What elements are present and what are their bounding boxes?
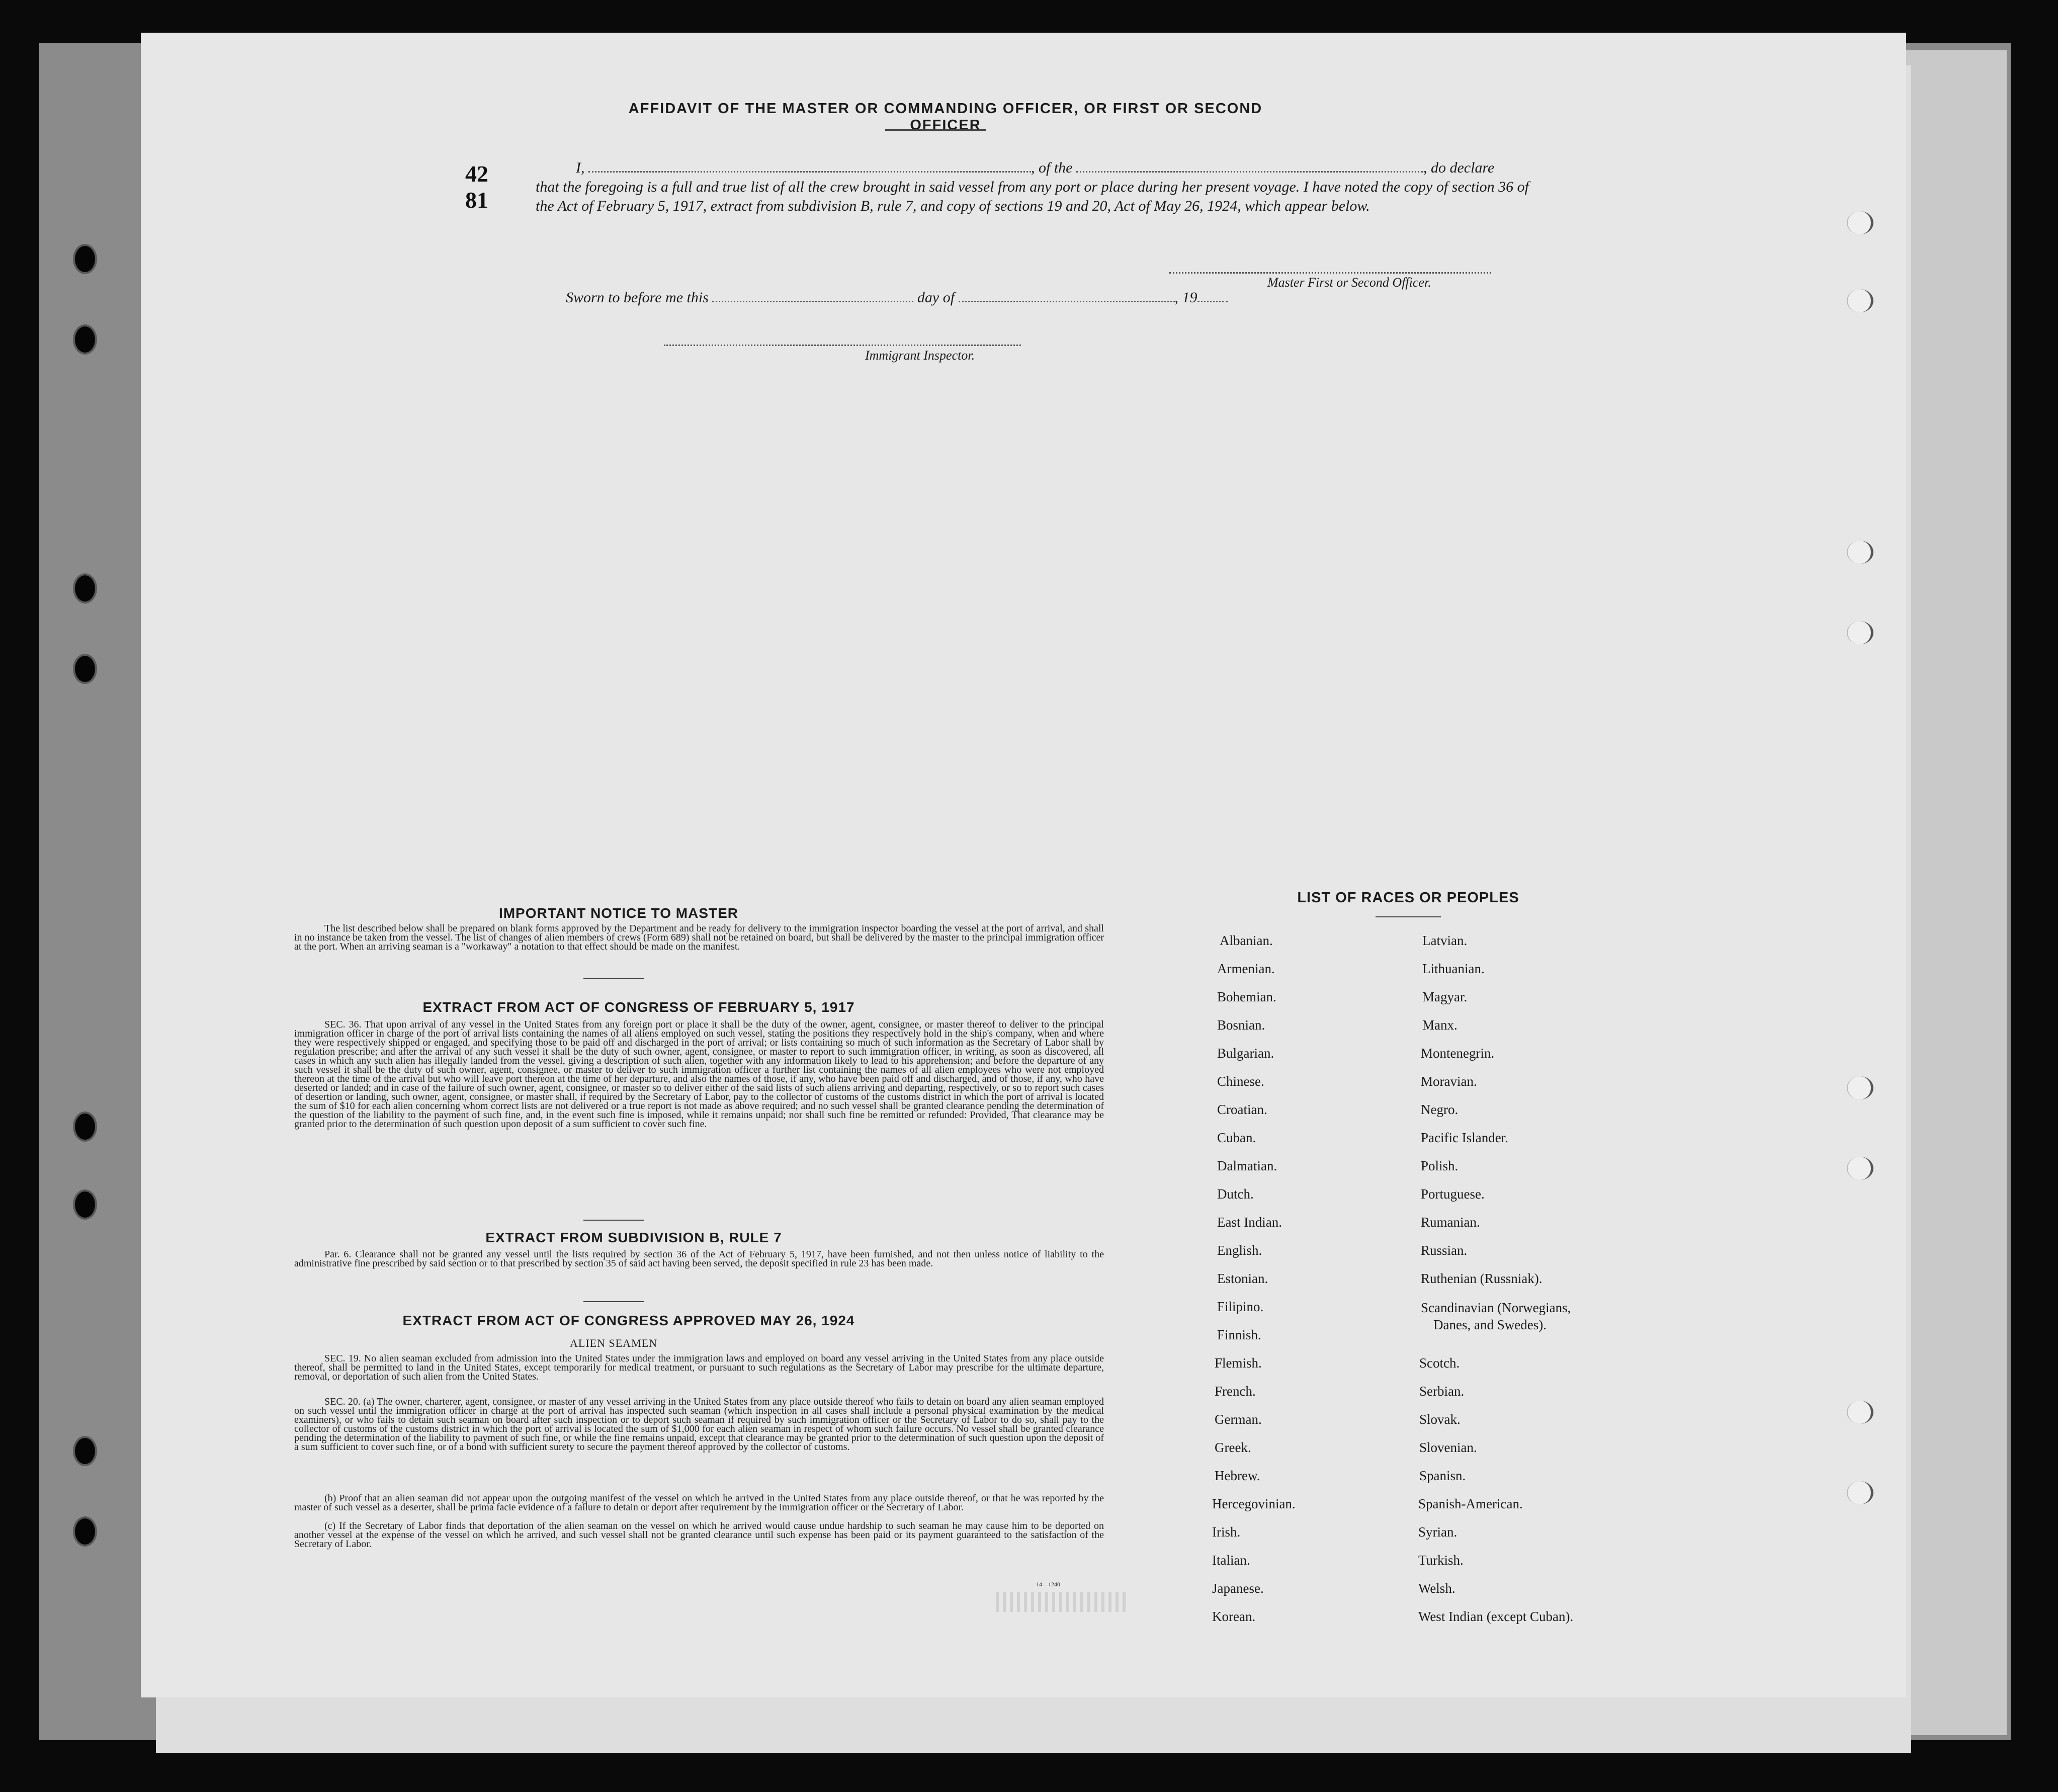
declaration-line bbox=[536, 158, 1652, 178]
affidavit-title: AFFIDAVIT OF THE MASTER OR COMMANDING OFFICER, OR FIRST OR SECOND OFFICER bbox=[628, 101, 1263, 133]
race-item: Bosnian. bbox=[1217, 1017, 1265, 1033]
title-divider bbox=[885, 129, 986, 131]
notice-title: IMPORTANT NOTICE TO MASTER bbox=[498, 905, 739, 921]
punch-hole bbox=[1847, 541, 1873, 564]
race-item: Syrian. bbox=[1418, 1524, 1457, 1540]
master-signature-label: Master First or Second Officer. bbox=[1267, 275, 1431, 290]
race-item: Dalmatian. bbox=[1217, 1158, 1277, 1173]
name-field[interactable] bbox=[588, 171, 1031, 173]
race-item: Serbian. bbox=[1419, 1384, 1465, 1399]
race-item: French. bbox=[1215, 1384, 1256, 1399]
race-item: Danes, and Swedes). bbox=[1433, 1317, 1547, 1332]
race-item: Ruthenian (Russniak). bbox=[1421, 1271, 1542, 1286]
punch-hole bbox=[1847, 1076, 1873, 1099]
race-item: Negro. bbox=[1421, 1102, 1459, 1117]
races-title: LIST OF RACES OR PEOPLES bbox=[1297, 890, 1519, 906]
race-item: Cuban. bbox=[1217, 1130, 1256, 1145]
sworn-day-field[interactable] bbox=[712, 301, 913, 302]
race-item: Spanisn. bbox=[1419, 1468, 1466, 1483]
race-item: Bohemian. bbox=[1217, 989, 1276, 1004]
race-item: Japanese. bbox=[1212, 1581, 1264, 1596]
race-item: Bulgarian. bbox=[1217, 1046, 1274, 1061]
alien-seamen-subtitle: ALIEN SEAMEN bbox=[570, 1337, 657, 1349]
declaration-text: that the foregoing is a full and true list of all the crew brought in said vessel from any port or place during her present voyage. I have noted the copy of section 36 of the Act of February 5, 1917, extract from subdivision B, rule 7, and copy of sections 19 and 20, Act of May 26, 1924, which appear below. bbox=[536, 179, 1529, 214]
year-prefix: , 19 bbox=[1174, 289, 1197, 306]
race-item: Irish. bbox=[1212, 1524, 1241, 1540]
race-item: Armenian. bbox=[1217, 961, 1275, 976]
race-item: Montenegrin. bbox=[1421, 1046, 1495, 1061]
race-item: German. bbox=[1215, 1412, 1262, 1427]
race-item: Slovak. bbox=[1419, 1412, 1461, 1427]
master-signature-line[interactable] bbox=[1169, 272, 1491, 274]
do-declare-label: , do declare bbox=[1423, 159, 1495, 176]
punch-hole bbox=[1847, 211, 1873, 234]
race-item: Korean. bbox=[1212, 1609, 1256, 1624]
binder-hole bbox=[73, 1112, 97, 1142]
binder-hole bbox=[73, 654, 97, 684]
race-item: Dutch. bbox=[1217, 1186, 1254, 1202]
race-item: Scotch. bbox=[1419, 1355, 1460, 1371]
manifest-page bbox=[141, 33, 1906, 1697]
sec20a-text: SEC. 20. (a) The owner, charterer, agent, consignee, or master of any vessel arriving in the United States from any place outside thereof who fails to detain on board any alien seaman employed on such vessel until the immigration officer in charge at the port of arrival has inspected such seaman (which inspection in all cases shall include a personal physical examination by the medical examiners), or who fails to detain such seaman on board after such inspection or to deport such seaman if required by such immigration officer or the Secretary of Labor to do so, shall pay to the collector of customs of the customs district in which the port of arrival is located the sum of $1,000 for each alien seaman in respect of whom such failure occurs. No vessel shall be granted clearance pending the determination of the liability to payment of such fine, or while the fine remains unpaid, except that clearance may be granted prior to the determination of such question upon the deposit of a sum sufficient to cover such fine, or of a bond with sufficient surety to secure the payment thereof approved by the collector of customs. bbox=[294, 1396, 1104, 1453]
sworn-prefix: Sworn to before me this bbox=[566, 289, 709, 306]
extract-1924-title: EXTRACT FROM ACT OF CONGRESS APPROVED MAY 26, 1924 bbox=[402, 1313, 855, 1328]
race-item: English. bbox=[1217, 1243, 1262, 1258]
punch-hole bbox=[1847, 1481, 1873, 1504]
race-item: Spanish-American. bbox=[1418, 1496, 1523, 1511]
race-item: Filipino. bbox=[1217, 1299, 1264, 1314]
extract-1917-title: EXTRACT FROM ACT OF CONGRESS OF FEBRUARY 5, 1917 bbox=[422, 999, 855, 1015]
notice-divider bbox=[583, 978, 644, 979]
punch-hole bbox=[1847, 1157, 1873, 1180]
rule7-title: EXTRACT FROM SUBDIVISION B, RULE 7 bbox=[485, 1230, 782, 1245]
extract-1917-text: SEC. 36. That upon arrival of any vessel in the United States from any foreign port or place it shall be the duty of the owner, agent, consignee, or master thereof to deliver to the principal immigration officer in charge of the port of arrival lists containing the names of all aliens employed on such vessel, stating the positions they respectively hold in the ship's company, when and where they were respectively shipped or engaged, and specifying those to be paid off and discharged in the port of arrival; or lists containing so much of such information as the Secretary of Labor shall by regulation prescribe; and after the arrival of any such vessel it shall be the duty of such owner, agent, consignee, or master to report to such immigration officer, in writing, as soon as discovered, all cases in which any such alien has illegally landed from the vessel, giving a description of such alien, together with any information likely to lead to his apprehension; and before the departure of any such vessel it shall be the duty of such owner, agent, consignee, or master to deliver to such immigration officer a further list containing the names of all alien employees who were not employed thereon at the time of the arrival but who will leave port thereon at the time of her departure, and also the names of those, if any, who have been paid off and discharged, and of those, if any, who have deserted or landed; and in case of the failure of such owner, agent, consignee, or master so to deliver either of the said lists of such aliens arriving and departing, respectively, or so to report such cases of desertion or landing, such owner, agent, consignee, or master shall, if required by the Secretary of Labor, pay to the collector of customs of the customs district in which the port of arrival is located the sum of $10 for each alien concerning whom correct lists are not delivered or a true report is not made as above required; and no such vessel shall be granted clearance pending the determination of the question of the liability to the payment of such fine, and, in the event such fine is imposed, while it remains unpaid; nor shall such fine be remitted or refunded: Provided, That clearance may be granted prior to the determination of such question upon deposit of a sum sufficient to cover such fine. bbox=[294, 1019, 1104, 1130]
binder-hole bbox=[73, 573, 97, 604]
punch-hole bbox=[1847, 1401, 1873, 1424]
race-item: Lithuanian. bbox=[1422, 961, 1485, 976]
day-of-label: day of bbox=[917, 289, 955, 306]
form-number: 14—1240 bbox=[1036, 1581, 1060, 1588]
sworn-month-field[interactable] bbox=[959, 301, 1175, 302]
race-item: Finnish. bbox=[1217, 1327, 1261, 1342]
punch-hole bbox=[1847, 289, 1873, 312]
race-item: Moravian. bbox=[1421, 1074, 1477, 1089]
race-item: Scandinavian (Norwegians, bbox=[1421, 1300, 1571, 1315]
races-divider bbox=[1376, 916, 1441, 917]
punch-hole bbox=[1847, 621, 1873, 644]
race-item: Hebrew. bbox=[1215, 1468, 1260, 1483]
affidavit-statement bbox=[536, 158, 1652, 216]
race-item: Greek. bbox=[1215, 1440, 1251, 1455]
race-item: Slovenian. bbox=[1419, 1440, 1477, 1455]
ink-smudge bbox=[996, 1592, 1127, 1612]
race-item: Polish. bbox=[1421, 1158, 1459, 1173]
race-item: Chinese. bbox=[1217, 1074, 1264, 1089]
inspector-signature-line[interactable] bbox=[664, 345, 1021, 346]
race-item: Hercegovinian. bbox=[1212, 1496, 1296, 1511]
race-item: Latvian. bbox=[1422, 933, 1468, 948]
race-item: Albanian. bbox=[1220, 933, 1273, 948]
notice-text: The list described below shall be prepared on blank forms approved by the Department and be ready for delivery to the immigration inspector boarding the vessel at the port of arrival, and shall in no instance be taken from the vessel. The list of changes of alien members of crews (Form 689) shall not be retained on board, but shall be delivered by the master to the principal immigration officer at the port. When an arriving seaman is a "workaway" a notation to that effect should be made on the manifest. bbox=[294, 923, 1104, 952]
race-item: Estonian. bbox=[1217, 1271, 1268, 1286]
race-item: Portuguese. bbox=[1421, 1186, 1485, 1202]
binder-hole bbox=[73, 324, 97, 355]
vessel-field[interactable] bbox=[1076, 171, 1423, 173]
race-item: West Indian (except Cuban). bbox=[1418, 1609, 1574, 1624]
binder-hole bbox=[73, 1436, 97, 1466]
of-the-label: , of the bbox=[1031, 159, 1073, 176]
race-item: Manx. bbox=[1422, 1017, 1457, 1033]
rule7-divider bbox=[583, 1301, 644, 1302]
race-item: Italian. bbox=[1212, 1553, 1250, 1568]
binder-hole bbox=[73, 244, 97, 274]
race-item: Magyar. bbox=[1422, 989, 1468, 1004]
race-item: Russian. bbox=[1421, 1243, 1468, 1258]
sec20b-text: (b) Proof that an alien seaman did not appear upon the outgoing manifest of the vessel on which he arrived in the United States from any place outside thereof, or that he was reported by the master of such vessel as a deserter, shall be prima facie evidence of a failure to detain or deport after requirement by the immigration officer or the Secretary of Labor. bbox=[294, 1493, 1104, 1513]
binder-hole bbox=[73, 1189, 97, 1220]
race-item: Croatian. bbox=[1217, 1102, 1267, 1117]
race-item: Welsh. bbox=[1418, 1581, 1455, 1596]
sworn-year-field[interactable] bbox=[1197, 301, 1228, 302]
rule7-text: Par. 6. Clearance shall not be granted any vessel until the lists required by section 36 of the Act of February 5, 1917, have been furnished, and not then unless notice of liability to the administrative fine prescribed by said section or to that prescribed by section 35 of said act having been served, the deposit specified in rule 23 has been made. bbox=[294, 1249, 1104, 1269]
sworn-line bbox=[566, 289, 1228, 306]
race-item: East Indian. bbox=[1217, 1215, 1282, 1230]
race-item: Rumanian. bbox=[1421, 1215, 1480, 1230]
race-item: Flemish. bbox=[1215, 1355, 1262, 1371]
binder-hole bbox=[73, 1516, 97, 1547]
margin-note: 42 81 bbox=[465, 161, 488, 213]
extract-1917-divider bbox=[583, 1220, 644, 1221]
intro-i: I, bbox=[576, 159, 585, 176]
sec20c-text: (c) If the Secretary of Labor finds that deportation of the alien seaman on the vessel on which he arrived would cause undue hardship to such seaman he may cause him to be deported on another vessel at the expense of the vessel on which he arrived, and such vessel shall not be granted clearance until such expense has been paid or its payment guaranteed to the satisfaction of the Secretary of Labor. bbox=[294, 1520, 1104, 1550]
sec19-text: SEC. 19. No alien seaman excluded from admission into the United States under the immigration laws and employed on board any vessel arriving in the United States from any place outside thereof, shall be permitted to land in the United States, except temporarily for medical treatment, or pursuant to such regulations as the Secretary of Labor may prescribe for the ultimate departure, removal, or deportation of such alien from the United States. bbox=[294, 1353, 1104, 1382]
race-item: Turkish. bbox=[1418, 1553, 1464, 1568]
inspector-signature-label: Immigrant Inspector. bbox=[865, 348, 975, 363]
race-item: Pacific Islander. bbox=[1421, 1130, 1508, 1145]
